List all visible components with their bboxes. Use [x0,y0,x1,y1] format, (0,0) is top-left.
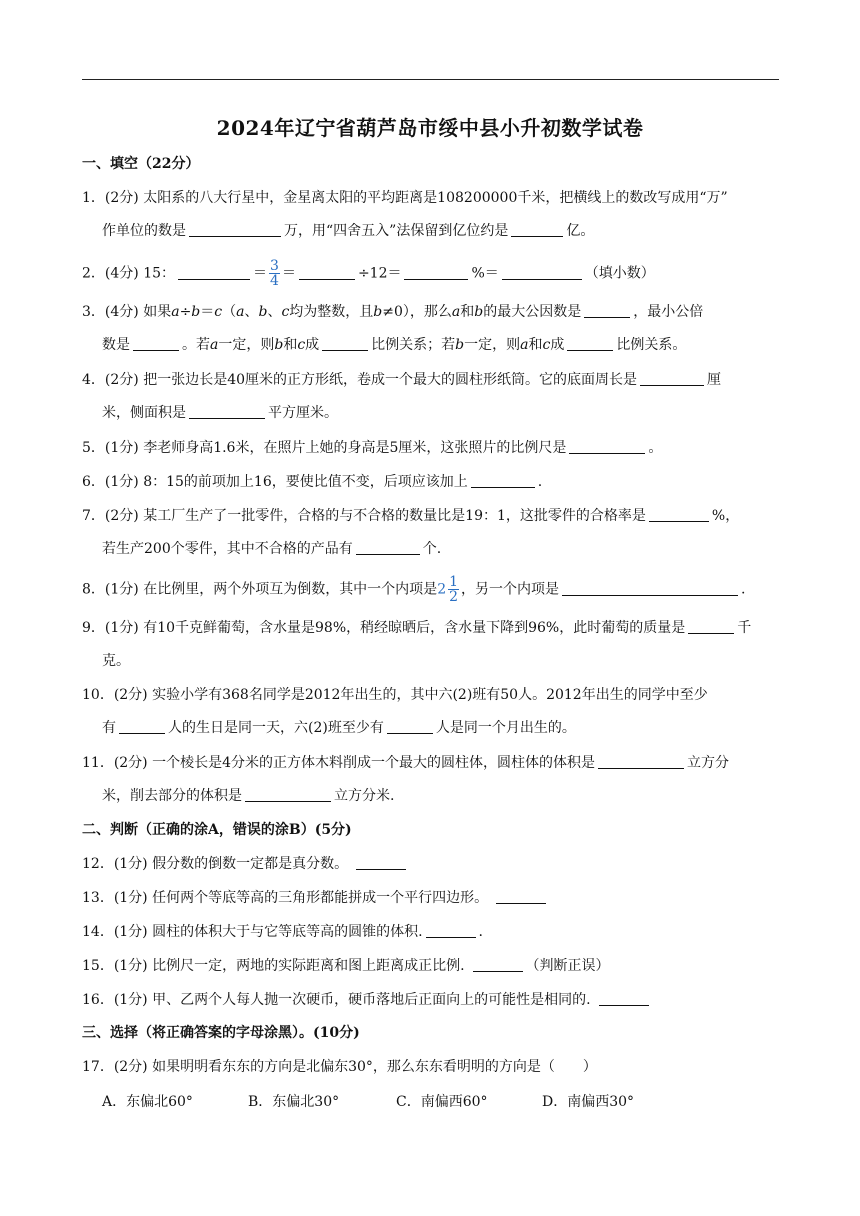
option-b[interactable]: B．东偏北30° [248,1094,340,1110]
question-14: 14．(1分) 圆柱的体积大于与它等底等高的圆锥的体积. . [82,924,483,940]
answer-blank[interactable] [299,265,355,280]
header-rule [82,79,779,80]
question-16: 16．(1分) 甲、乙两个人每人抛一次硬币，硬币落地后正面向上的可能性是相同的. [82,990,652,1010]
answer-blank[interactable] [496,889,546,904]
section-heading-fill-blank: 一、填空（22分） [82,156,200,172]
answer-blank[interactable] [567,336,613,351]
answer-blank[interactable] [322,336,368,351]
question-1-line-2: 作单位的数是 万，用“四舍五入”法保留到亿位约是 亿。 [102,223,595,239]
section-heading-true-false: 二、判断（正确的涂A，错误的涂B）(5分) [82,822,352,838]
fraction: $\frac{1}{2}$ [449,574,459,605]
answer-blank[interactable] [640,371,704,386]
answer-blank[interactable] [599,991,649,1006]
answer-blank[interactable] [404,265,468,280]
answer-blank[interactable] [119,719,165,734]
answer-blank[interactable] [426,923,476,938]
answer-blank[interactable] [245,787,331,802]
question-6: 6．(1分) 8：15的前项加上16，要使比值不变，后项应该加上 . [82,474,543,490]
option-a[interactable]: A．东偏北60° [102,1094,193,1110]
option-c[interactable]: C．南偏西60° [396,1094,488,1110]
page-title: 2024年辽宁省葫芦岛市绥中县小升初数学试卷 [216,116,644,140]
question-7-line-2: 若生产200个零件，其中不合格的产品有 个. [102,541,442,557]
question-17-options [102,1092,634,1112]
question-3-line-1: 3．(4分) 如果a÷b＝c（a、b、c均为整数，且b≠0），那么a和b的最大公因数是 ，最小公倍 [82,304,704,320]
answer-blank[interactable] [562,581,738,596]
answer-blank[interactable] [649,507,709,522]
question-9-line-2: 克。 [102,653,130,669]
question-1-line-1: 1．(2分) 太阳系的八大行星中，金星离太阳的平均距离是108200000千米，把横线上的数改写成用“万” [82,190,728,206]
question-15: 15．(1分) 比例尺一定，两地的实际距离和图上距离成正比例. （判断正误） [82,958,610,974]
answer-blank[interactable] [502,265,582,280]
answer-blank[interactable] [569,439,645,454]
answer-blank[interactable] [178,265,250,280]
section-heading-multiple-choice: 三、选择（将正确答案的字母涂黑）。(10分) [82,1025,360,1041]
answer-blank[interactable] [356,855,406,870]
question-2: 2．(4分) 15： ＝ $\frac{3}{4}$ ＝ ÷12＝ %＝ （填小数） [82,258,655,289]
answer-blank[interactable] [473,957,523,972]
question-11-line-1: 11．(2分) 一个棱长是4分米的正方体木料削成一个最大的圆柱体，圆柱体的体积是 立方分 [82,755,730,771]
answer-blank[interactable] [387,719,433,734]
question-4-line-1: 4．(2分) 把一张边长是40厘米的正方形纸，卷成一个最大的圆柱形纸筒。它的底面周长是 厘 [82,372,722,388]
question-5: 5．(1分) 李老师身高1.6米，在照片上她的身高是5厘米，这张照片的比例尺是 。 [82,440,663,456]
question-17: 17．(2分) 如果明明看东东的方向是北偏东30°，那么东东看明明的方向是（ ） [82,1059,597,1075]
answer-blank[interactable] [584,303,630,318]
answer-blank[interactable] [189,222,281,237]
option-d[interactable]: D．南偏西30° [542,1094,635,1110]
question-12: 12．(1分) 假分数的倒数一定都是真分数。 [82,854,409,874]
question-10-line-1: 10．(2分) 实验小学有368名同学是2012年出生的，其中六(2)班有50人。2012年出生的同学中至少 [82,687,708,703]
answer-blank[interactable] [511,222,563,237]
question-4-line-2: 米，侧面积是 平方厘米。 [102,405,338,421]
question-9-line-1: 9．(1分) 有10千克鲜葡萄，含水量是98%，稍经晾晒后，含水量下降到96%，此时葡萄的质量是 千 [82,620,752,636]
question-3-line-2: 数是 。若a一定，则b和c成 比例关系；若b一定，则a和c成 比例关系。 [102,337,687,353]
answer-blank[interactable] [356,540,420,555]
answer-blank[interactable] [189,404,265,419]
answer-blank[interactable] [688,619,734,634]
question-8: 8．(1分) 在比例里，两个外项互为倒数，其中一个内项是2 $\frac{1}{2}$ ，另一个内项是 . [82,574,746,605]
answer-blank[interactable] [133,336,179,351]
question-7-line-1: 7．(2分) 某工厂生产了一批零件，合格的与不合格的数量比是19：1，这批零件的合格率是 %， [82,508,740,524]
question-13: 13．(1分) 任何两个等底等高的三角形都能拼成一个平行四边形。 [82,888,549,908]
fraction: $\frac{3}{4}$ [270,258,279,289]
question-11-line-2: 米，削去部分的体积是 立方分米. [102,788,395,804]
answer-blank[interactable] [598,754,684,769]
question-10-line-2: 有 人的生日是同一天，六(2)班至少有 人是同一个月出生的。 [102,720,576,736]
answer-blank[interactable] [471,473,535,488]
